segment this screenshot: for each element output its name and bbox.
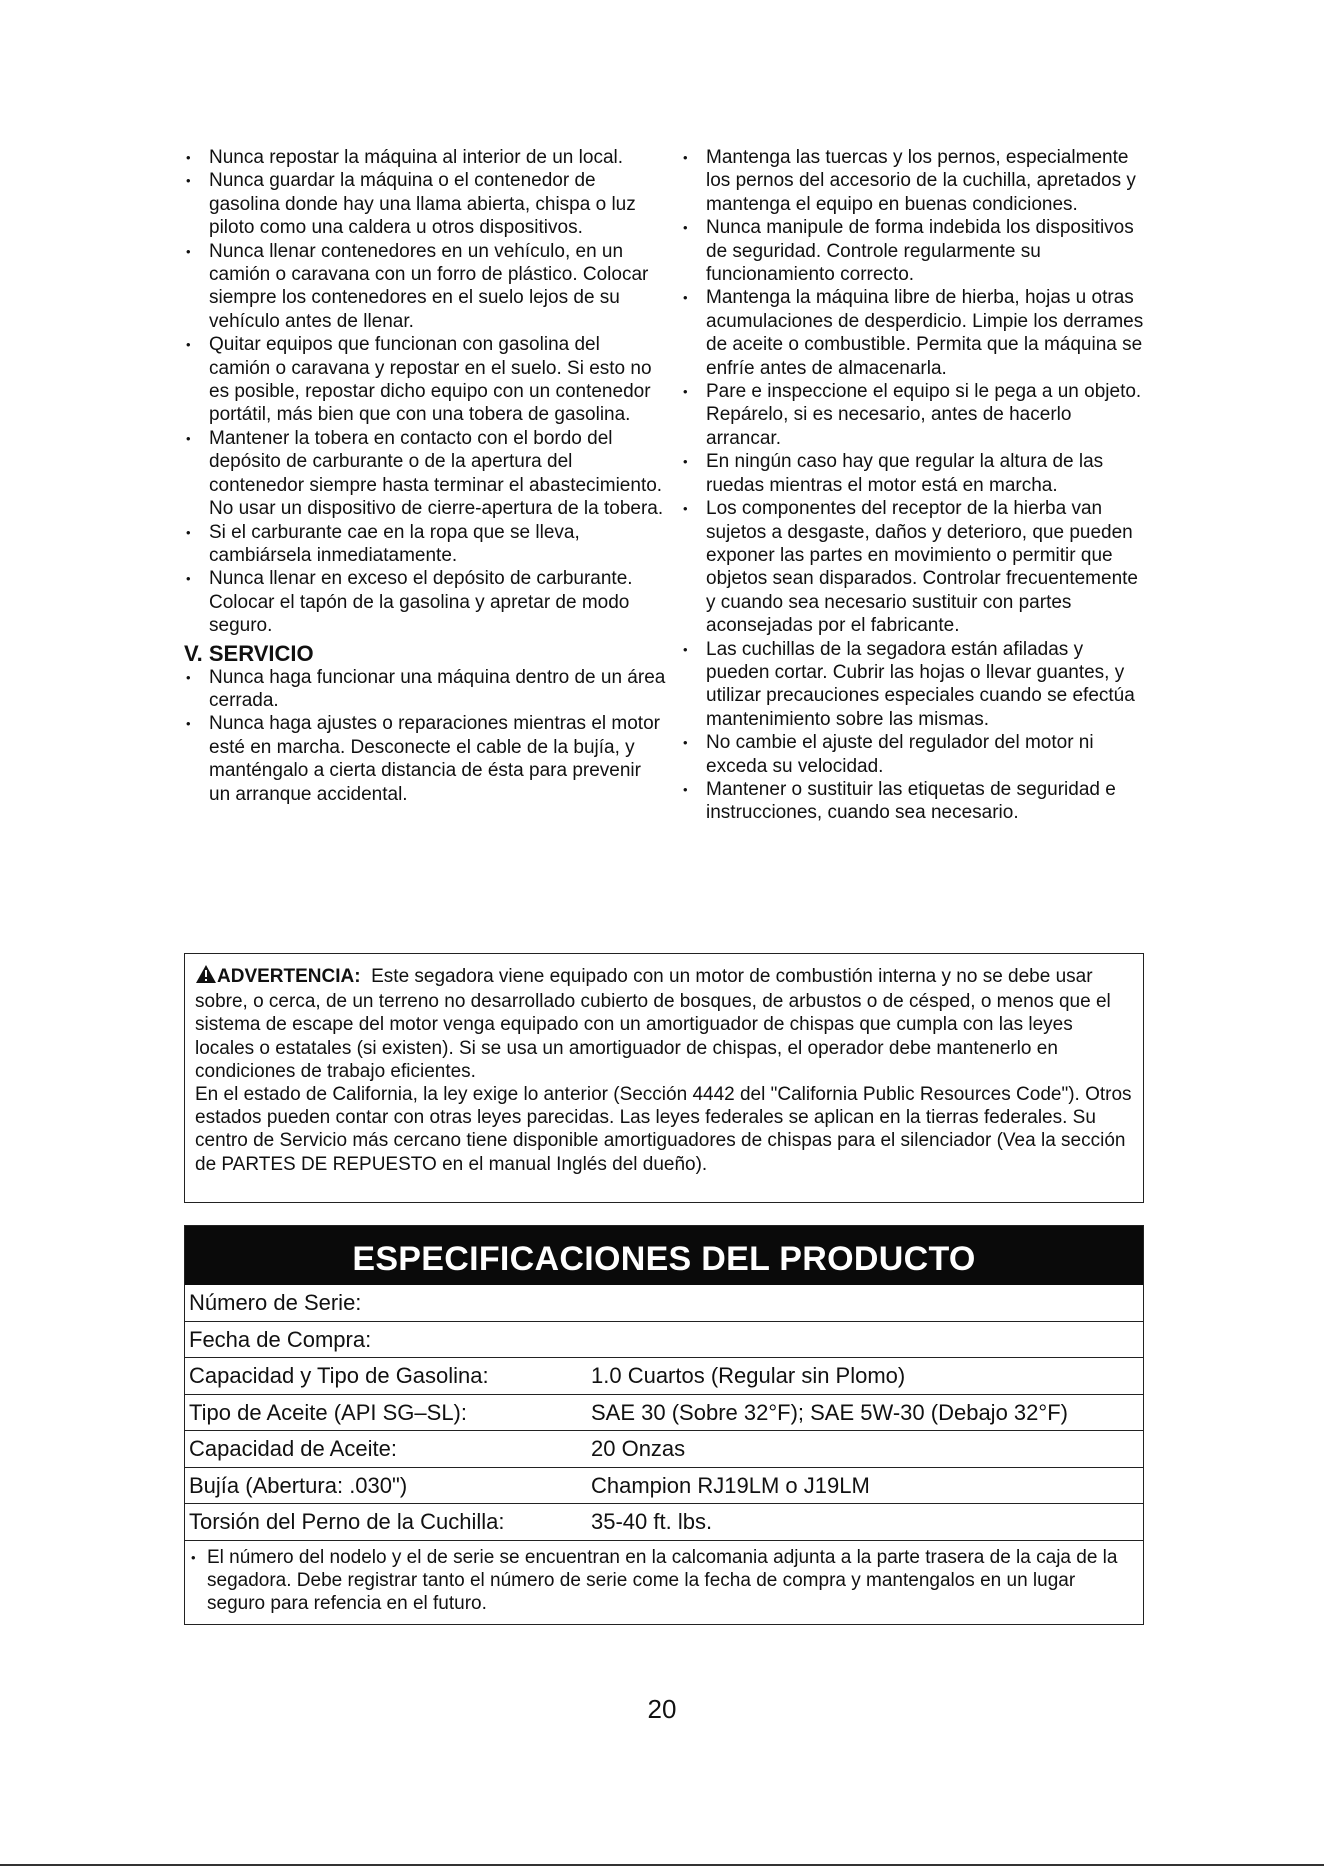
spec-value: 20 Onzas (591, 1436, 686, 1461)
spec-value: SAE 30 (Sobre 32°F); SAE 5W-30 (Debajo 32°F) (591, 1399, 1068, 1425)
table-row (185, 1430, 1143, 1467)
spec-label: Tipo de Aceite (API SG–SL): (189, 1399, 467, 1425)
table-row (185, 1285, 1143, 1321)
specifications-note (185, 1540, 1143, 1616)
list-item: • Nunca haga ajustes o reparaciones mientras el motor esté en marcha. Desconecte el cable de la bujía, y manténgalo a cierta distancia de ésta para prevenir un arranque accidental. (184, 712, 666, 806)
note-list (191, 1546, 1137, 1616)
list-item: • En ningún caso hay que regular la altura de las ruedas mientras el motor está en marcha. (681, 450, 1151, 497)
list-item: • Nunca repostar la máquina al interior de un local. (184, 146, 666, 169)
warning-box (184, 953, 1144, 1203)
right-column (681, 146, 1151, 825)
list-item: • Mantener la tobera en contacto con el bordo del depósito de carburante o de la apertura del contenedor siempre hasta terminar el abastecimiento. No usar un dispositivo de cierre-apertura de la tobera. (184, 427, 666, 521)
list-item: • No cambie el ajuste del regulador del motor ni exceda su velocidad. (681, 731, 1151, 778)
fuel-safety-list (184, 146, 666, 638)
spec-value: Champion RJ19LM o J19LM (591, 1472, 870, 1498)
table-row (185, 1357, 1143, 1394)
list-item: • Mantenga las tuercas y los pernos, especialmente los pernos del accesorio de la cuchilla, apretados y mantenga el equipo en buenas condiciones. (681, 146, 1151, 216)
table-row (185, 1503, 1143, 1540)
warning-paragraph (195, 964, 1133, 1083)
warning-paragraph-california: En el estado de California, la ley exige lo anterior (Sección 4442 del "California Public Resources Code"). Otros estados pueden contar con otras leyes parecidas. Las leyes federales se aplican en la tierras federales. Su centro de Servicio más cercano tiene disponible amortiguadores de chispas para el silenciador (Vea la sección de PARTES DE REPUESTO en el manual Inglés del dueño). (195, 1084, 1132, 1175)
specifications-table (185, 1285, 1143, 1540)
section-heading-servicio: V. SERVICIO (184, 640, 314, 666)
table-row (185, 1394, 1143, 1431)
warning-triangle-icon (195, 964, 217, 990)
spec-label: Número de Serie: (189, 1290, 362, 1315)
table-row (185, 1321, 1143, 1358)
list-item: • Mantener o sustituir las etiquetas de seguridad e instrucciones, cuando sea necesario. (681, 778, 1151, 825)
spec-label: Bujía (Abertura: .030") (189, 1472, 408, 1498)
table-row (185, 1467, 1143, 1504)
list-item: • Quitar equipos que funcionan con gasolina del camión o caravana y repostar en el suelo. Si esto no es posible, repostar dicho equipo con un contenedor portátil, más bien que con una tobera de gasolina. (184, 333, 666, 427)
list-item: • Mantenga la máquina libre de hierba, hojas u otras acumulaciones de desperdicio. Limpie los derrames de aceite o combustible. Permita que la máquina se enfríe antes de almacenarla. (681, 286, 1151, 380)
note-text: • El número del nodelo y el de serie se encuentran en la calcomania adjunta a la parte trasera de la caja de la segadora. Debe registrar tanto el número de serie come la fecha de compra y mantengalos en un lugar seguro para refencia en el futuro. (191, 1546, 1137, 1616)
product-specifications (184, 1225, 1144, 1625)
specifications-title: ESPECIFICACIONES DEL PRODUCTO (185, 1226, 1143, 1285)
maintenance-list (681, 146, 1151, 825)
list-item: • Nunca guardar la máquina o el contenedor de gasolina donde hay una llama abierta, chispa o luz piloto como una caldera u otros dispositivos. (184, 169, 666, 239)
spec-label: Capacidad y Tipo de Gasolina: (189, 1363, 489, 1388)
list-item: • Los componentes del receptor de la hierba van sujetos a desgaste, daños y deterioro, que pueden exponer las partes en movimiento o permitir que objetos sean disparados. Controlar frecuentemente y cuando sea necesario sustituir con partes aconsejadas por el fabricante. (681, 497, 1151, 637)
list-item: • Nunca llenar contenedores en un vehículo, en un camión o caravana con un forro de plástico. Colocar siempre los contenedores en el suelo lejos de su vehículo antes de llenar. (184, 240, 666, 334)
list-item: • Si el carburante cae en la ropa que se lleva, cambiársela inmediatamente. (184, 521, 666, 568)
left-column (184, 146, 666, 806)
spec-value: 35-40 ft. lbs. (591, 1509, 713, 1534)
spec-value: 1.0 Cuartos (Regular sin Plomo) (591, 1363, 906, 1388)
list-item: • Las cuchillas de la segadora están afiladas y pueden cortar. Cubrir las hojas o llevar guantes, y utilizar precauciones especiales cuando se efectúa mantenimiento sobre las mismas. (681, 638, 1151, 732)
page-number: 20 (647, 1694, 677, 1724)
list-item: • Nunca manipule de forma indebida los dispositivos de seguridad. Controle regularmente su funcionamiento correcto. (681, 216, 1151, 286)
warning-text: Este segadora viene equipado con un motor de combustión interna y no se debe usar sobre, o cerca, de un terreno no desarrollado cubierto de bosques, de arbustos o de césped, o menos que el sistema de escape del motor venga equipado con un amortiguador de chispas que cumpla con las leyes locales o estatales (si existen). Si se usa un amortiguador de chispas, el operador debe mantenerlo en condiciones de trabajo eficientes. (195, 966, 1111, 1082)
service-list (184, 666, 666, 806)
warning-label: ADVERTENCIA: (217, 966, 361, 987)
spec-label: Fecha de Compra: (189, 1326, 372, 1352)
bottom-rule (0, 1864, 1324, 1866)
spec-label: Capacidad de Aceite: (189, 1436, 397, 1461)
spec-label: Torsión del Perno de la Cuchilla: (189, 1509, 505, 1534)
list-item: • Nunca llenar en exceso el depósito de carburante. Colocar el tapón de la gasolina y apretar de modo seguro. (184, 567, 666, 637)
list-item: • Pare e inspeccione el equipo si le pega a un objeto. Repárelo, si es necesario, antes de hacerlo arrancar. (681, 380, 1151, 450)
list-item: • Nunca haga funcionar una máquina dentro de un área cerrada. (184, 666, 666, 713)
